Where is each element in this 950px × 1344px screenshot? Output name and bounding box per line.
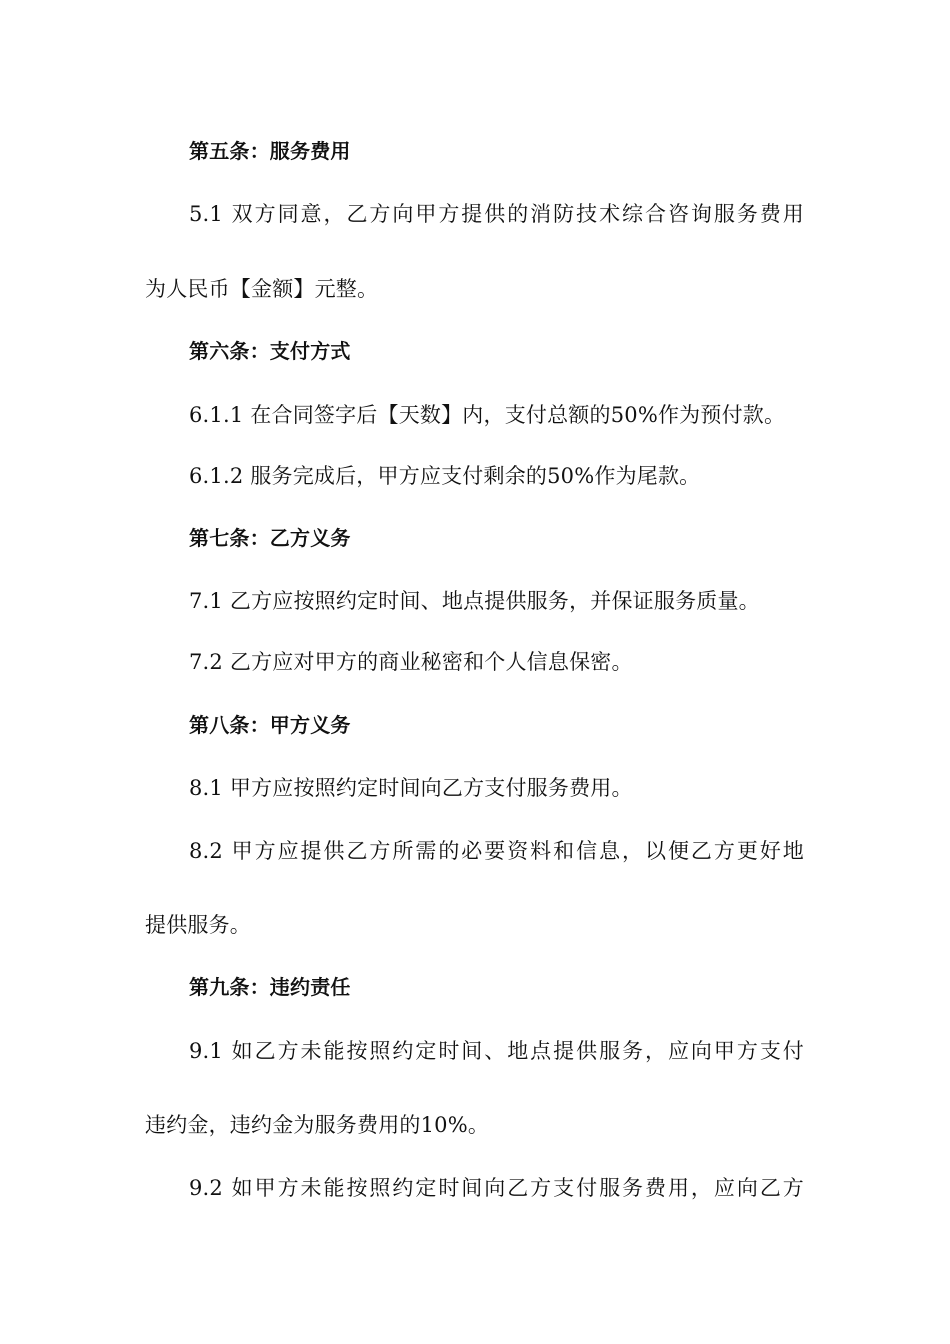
section-9-heading: 第九条：违约责任 <box>189 975 351 999</box>
section-8-heading: 第八条：甲方义务 <box>189 713 351 737</box>
clause-9-1-line-1: 9.1 如乙方未能按照约定时间、地点提供服务，应向甲方支付 <box>189 1039 804 1063</box>
section-6-heading: 第六条：支付方式 <box>189 339 351 363</box>
clause-5-1-line-2: 为人民币【金额】元整。 <box>145 277 379 301</box>
clause-8-1: 8.1 甲方应按照约定时间向乙方支付服务费用。 <box>189 776 633 800</box>
clause-8-2-line-2: 提供服务。 <box>145 913 251 937</box>
clause-7-2: 7.2 乙方应对甲方的商业秘密和个人信息保密。 <box>189 650 633 674</box>
clause-7-1: 7.1 乙方应按照约定时间、地点提供服务，并保证服务质量。 <box>189 589 760 613</box>
clause-6-1-1: 6.1.1 在合同签字后【天数】内，支付总额的50%作为预付款。 <box>189 403 786 427</box>
clause-5-1-line-1: 5.1 双方同意，乙方向甲方提供的消防技术综合咨询服务费用 <box>189 202 804 226</box>
section-7-heading: 第七条：乙方义务 <box>189 526 351 550</box>
clause-6-1-2: 6.1.2 服务完成后，甲方应支付剩余的50%作为尾款。 <box>189 464 701 488</box>
clause-8-2-line-1: 8.2 甲方应提供乙方所需的必要资料和信息，以便乙方更好地 <box>189 839 804 863</box>
section-5-heading: 第五条：服务费用 <box>189 139 351 163</box>
clause-9-2-line-1: 9.2 如甲方未能按照约定时间向乙方支付服务费用，应向乙方 <box>189 1176 804 1200</box>
clause-9-1-line-2: 违约金，违约金为服务费用的10%。 <box>145 1113 490 1137</box>
